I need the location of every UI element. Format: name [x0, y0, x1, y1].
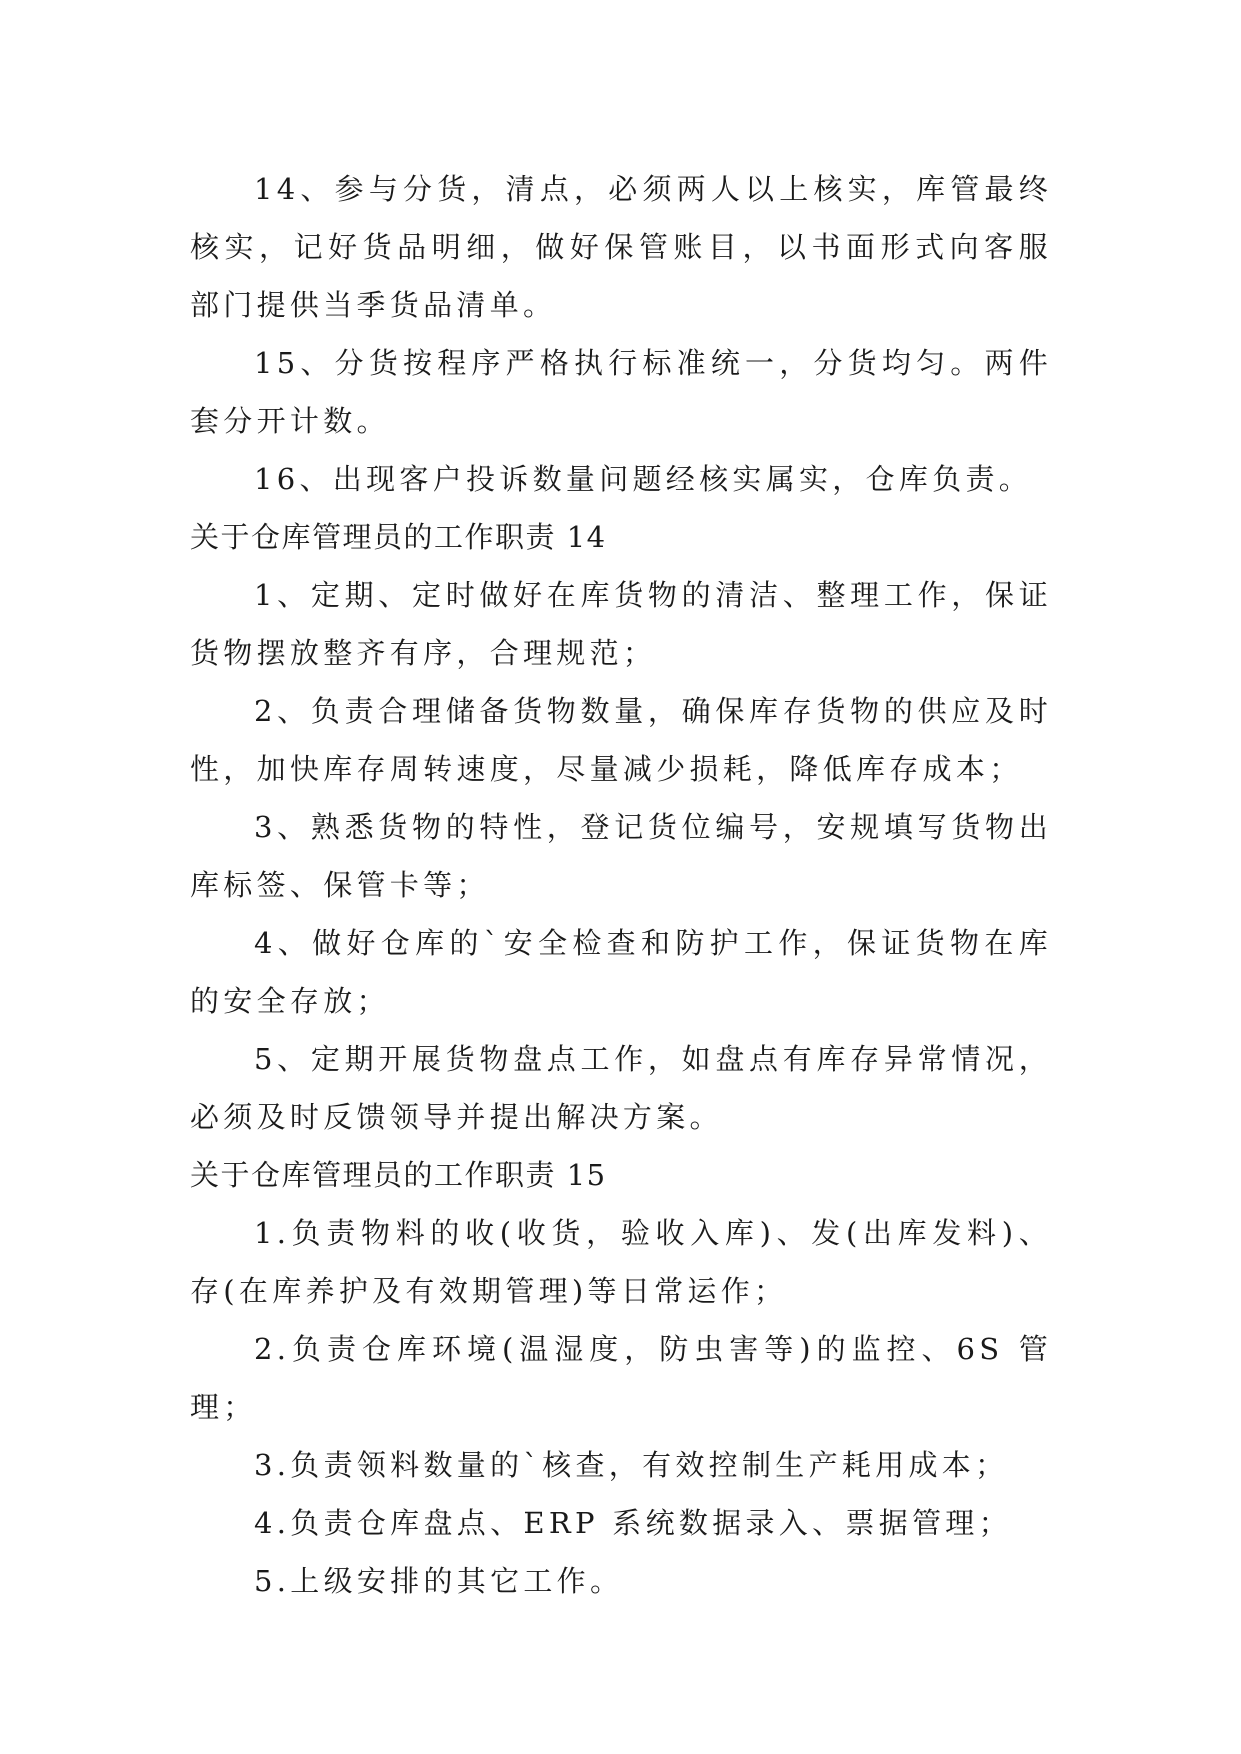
paragraph-duty-3: 3、熟悉货物的特性，登记货位编号，安规填写货物出库标签、保管卡等； — [190, 810, 1052, 902]
paragraph-task-5: 5.上级安排的其它工作。 — [254, 1564, 624, 1598]
paragraph-item-16: 16、出现客户投诉数量问题经核实属实，仓库负责。 — [254, 462, 1033, 496]
paragraph-task-3: 3.负责领料数量的`核查，有效控制生产耗用成本； — [254, 1448, 1009, 1482]
paragraph-task-4: 4.负责仓库盘点、ERP 系统数据录入、票据管理； — [254, 1506, 1012, 1540]
paragraph-duty-5: 5、定期开展货物盘点工作，如盘点有库存异常情况，必须及时反馈领导并提出解决方案。 — [190, 1042, 1052, 1134]
paragraph-duty-2: 2、负责合理储备货物数量，确保库存货物的供应及时性，加快库存周转速度，尽量减少损耗，降低库存成本； — [190, 694, 1052, 786]
section-heading-14: 关于仓库管理员的工作职责 14 — [190, 520, 607, 554]
document-body — [190, 160, 1052, 1610]
paragraph-task-2: 2.负责仓库环境(温湿度，防虫害等)的监控、6S 管理； — [190, 1332, 1052, 1424]
section-heading-15: 关于仓库管理员的工作职责 15 — [190, 1158, 607, 1192]
paragraph-task-1: 1.负责物料的收(收货，验收入库)、发(出库发料)、存(在库养护及有效期管理)等日常运作； — [190, 1216, 1052, 1308]
paragraph-duty-4: 4、做好仓库的`安全检查和防护工作，保证货物在库的安全存放； — [190, 926, 1052, 1018]
paragraph-item-15: 15、分货按程序严格执行标准统一，分货均匀。两件套分开计数。 — [190, 346, 1052, 438]
paragraph-item-14: 14、参与分货，清点，必须两人以上核实，库管最终核实，记好货品明细，做好保管账目，以书面形式向客服部门提供当季货品清单。 — [190, 172, 1052, 322]
paragraph-duty-1: 1、定期、定时做好在库货物的清洁、整理工作，保证货物摆放整齐有序，合理规范； — [190, 578, 1052, 670]
